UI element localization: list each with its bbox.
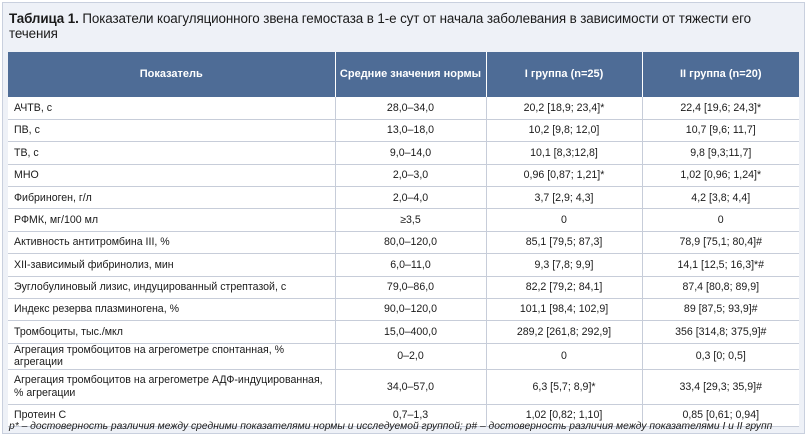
cell-group-2: 0,3 [0; 0,5] <box>642 343 799 369</box>
cell-group-1: 6,3 [5,7; 8,9]* <box>486 369 642 404</box>
cell-indicator: Индекс резерва плазминогена, % <box>8 299 335 321</box>
cell-indicator: Агрегация тромбоцитов на агрегометре АДФ-индуцированная, % агрегации <box>8 369 335 404</box>
cell-group-2: 78,9 [75,1; 80,4]# <box>642 231 799 253</box>
cell-group-1: 10,2 [9,8; 12,0] <box>486 119 642 141</box>
cell-group-2: 14,1 [12,5; 16,3]*# <box>642 254 799 276</box>
header-group-2: II группа (n=20) <box>642 52 799 97</box>
header-row <box>8 52 799 97</box>
cell-group-2: 356 [314,8; 375,9]# <box>642 321 799 343</box>
table-row <box>8 299 799 321</box>
cell-group-2: 33,4 [29,3; 35,9]# <box>642 369 799 404</box>
table-row <box>8 231 799 253</box>
cell-indicator: Тромбоциты, тыс./мкл <box>8 321 335 343</box>
cell-norm: 90,0–120,0 <box>335 299 486 321</box>
cell-group-1: 85,1 [79,5; 87,3] <box>486 231 642 253</box>
cell-indicator: Агрегация тромбоцитов на агрегометре спонтанная, % агрегации <box>8 343 335 369</box>
cell-group-2: 1,02 [0,96; 1,24]* <box>642 164 799 186</box>
cell-norm: 2,0–4,0 <box>335 187 486 209</box>
cell-group-2: 89 [87,5; 93,9]# <box>642 299 799 321</box>
cell-group-1: 82,2 [79,2; 84,1] <box>486 276 642 298</box>
cell-norm: 79,0–86,0 <box>335 276 486 298</box>
cell-group-1: 101,1 [98,4; 102,9] <box>486 299 642 321</box>
table-row <box>8 209 799 231</box>
cell-indicator: РФМК, мг/100 мл <box>8 209 335 231</box>
cell-group-1: 10,1 [8,3;12,8] <box>486 142 642 164</box>
table-panel <box>2 2 805 434</box>
footnote: p* – достоверность различия между средними показателями нормы и исследуемой группой; p# – достоверность различия между показателями I и II групп <box>9 421 773 432</box>
table-row <box>8 97 799 119</box>
table-row <box>8 119 799 141</box>
caption-label: Таблица 1. <box>9 11 79 26</box>
caption-text: Показатели коагуляционного звена гемостаза в 1-е сут от начала заболевания в зависимости от тяжести его течения <box>9 11 751 41</box>
cell-norm: 6,0–11,0 <box>335 254 486 276</box>
table-row <box>8 187 799 209</box>
cell-norm: 80,0–120,0 <box>335 231 486 253</box>
cell-group-2: 9,8 [9,3;11,7] <box>642 142 799 164</box>
table-row <box>8 254 799 276</box>
cell-indicator: МНО <box>8 164 335 186</box>
cell-group-1: 0 <box>486 343 642 369</box>
header-norm: Средние значения нормы <box>335 52 486 97</box>
cell-norm: 28,0–34,0 <box>335 97 486 119</box>
table-caption <box>9 11 799 41</box>
cell-group-2: 0,85 [0,61; 0,94] <box>642 404 799 426</box>
cell-norm: 34,0–57,0 <box>335 369 486 404</box>
table-row <box>8 343 799 369</box>
cell-group-2: 4,2 [3,8; 4,4] <box>642 187 799 209</box>
table-row <box>8 321 799 343</box>
cell-indicator: Фибриноген, г/л <box>8 187 335 209</box>
header-indicator: Показатель <box>8 52 335 97</box>
cell-group-1: 0 <box>486 209 642 231</box>
coagulation-table <box>8 52 799 427</box>
cell-indicator: Эуглобулиновый лизис, индуцированный стрептазой, с <box>8 276 335 298</box>
cell-norm: 13,0–18,0 <box>335 119 486 141</box>
header-group-1: I группа (n=25) <box>486 52 642 97</box>
cell-group-1: 1,02 [0,82; 1,10] <box>486 404 642 426</box>
cell-indicator: Активность антитромбина III, % <box>8 231 335 253</box>
table-row <box>8 142 799 164</box>
cell-indicator: ТВ, с <box>8 142 335 164</box>
cell-group-1: 289,2 [261,8; 292,9] <box>486 321 642 343</box>
table-body <box>8 97 799 427</box>
table-row <box>8 164 799 186</box>
cell-indicator: XII-зависимый фибринолиз, мин <box>8 254 335 276</box>
cell-group-2: 0 <box>642 209 799 231</box>
cell-group-2: 10,7 [9,6; 11,7] <box>642 119 799 141</box>
cell-indicator: Протеин С <box>8 404 335 426</box>
cell-norm: 0,7–1,3 <box>335 404 486 426</box>
cell-norm: 9,0–14,0 <box>335 142 486 164</box>
cell-norm: 0–2,0 <box>335 343 486 369</box>
table-row <box>8 369 799 404</box>
cell-norm: ≥3,5 <box>335 209 486 231</box>
cell-group-1: 9,3 [7,8; 9,9] <box>486 254 642 276</box>
cell-group-2: 87,4 [80,8; 89,9] <box>642 276 799 298</box>
cell-group-2: 22,4 [19,6; 24,3]* <box>642 97 799 119</box>
cell-indicator: АЧТВ, с <box>8 97 335 119</box>
cell-indicator: ПВ, с <box>8 119 335 141</box>
cell-norm: 2,0–3,0 <box>335 164 486 186</box>
table-row <box>8 276 799 298</box>
cell-group-1: 20,2 [18,9; 23,4]* <box>486 97 642 119</box>
cell-norm: 15,0–400,0 <box>335 321 486 343</box>
cell-group-1: 0,96 [0,87; 1,21]* <box>486 164 642 186</box>
cell-group-1: 3,7 [2,9; 4,3] <box>486 187 642 209</box>
